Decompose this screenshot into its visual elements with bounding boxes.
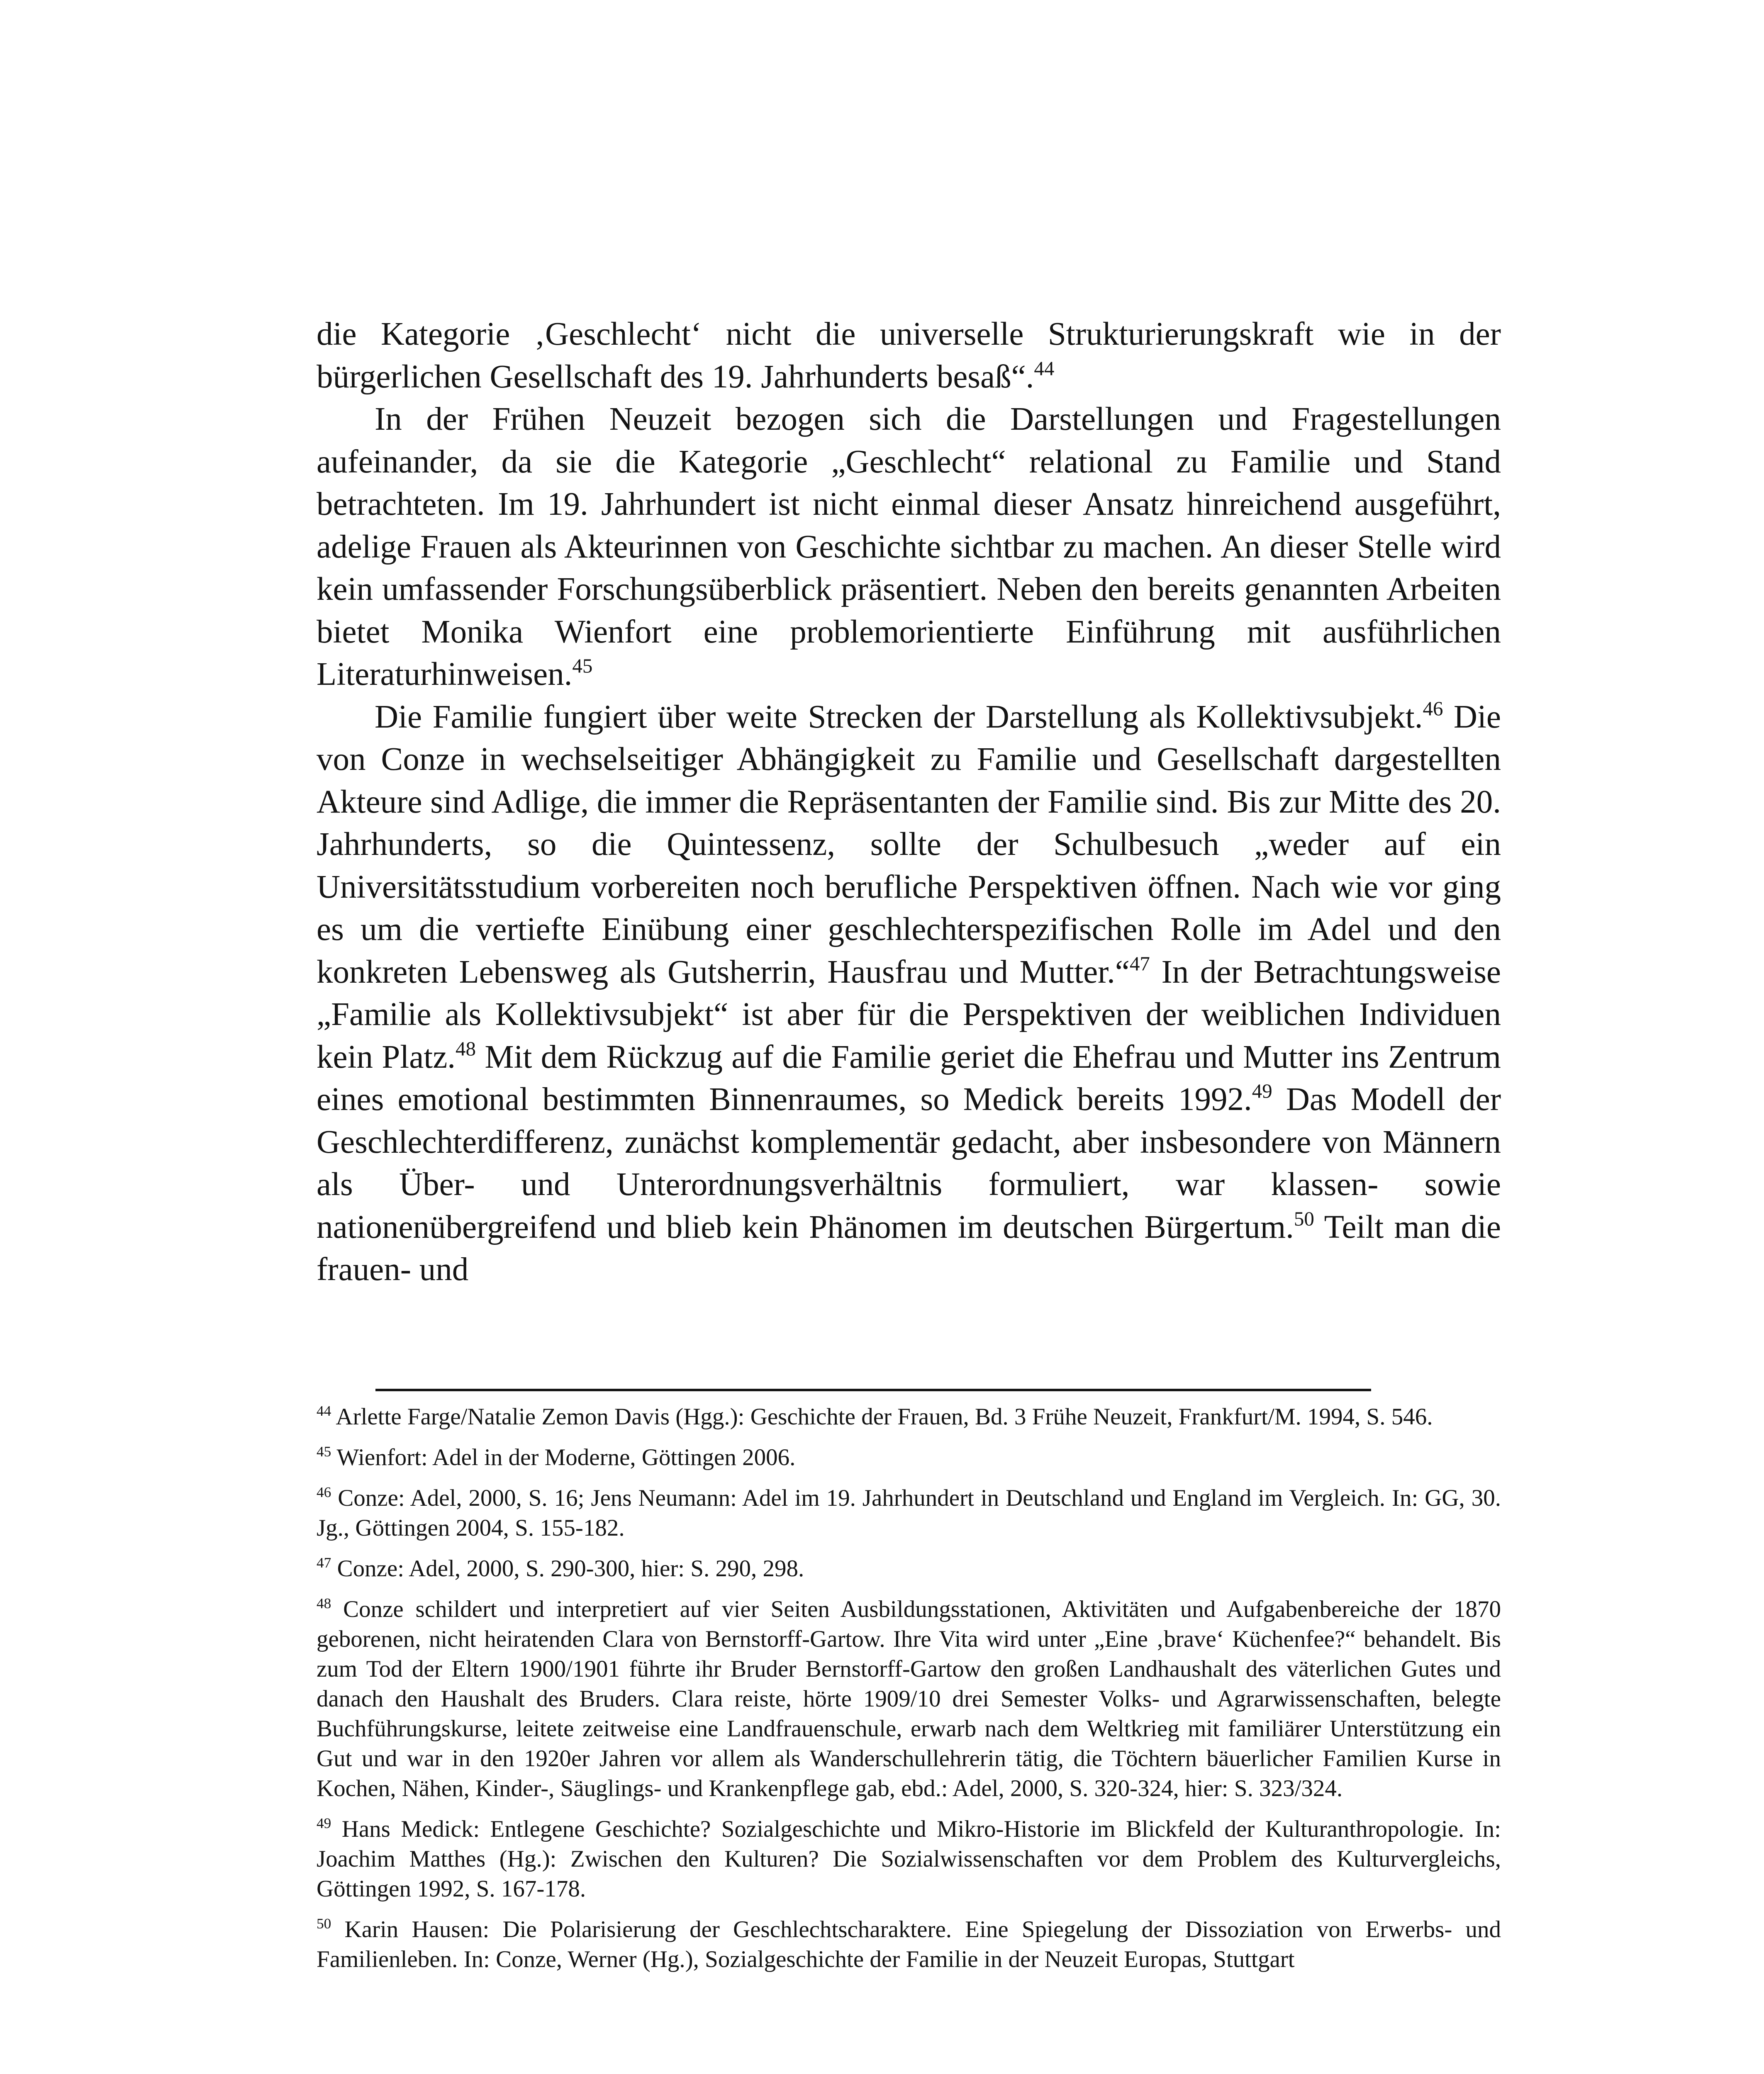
footnote-ref-45[interactable]: 45: [572, 654, 593, 677]
footnote-47: [317, 1554, 1501, 1584]
footnote-text: Hans Medick: Entlegene Geschichte? Sozialgeschichte und Mikro-Historie im Blickfeld der Kulturanthropologie. In: Joachim Matthes (Hg.): Zwischen den Kulturen? Die Sozialwissenschaften vor dem Problem des Kulturvergleichs, Göttingen 1992, S. 167-178.: [317, 1816, 1501, 1902]
footnote-number: 50: [317, 1915, 331, 1932]
footnote-text: Conze schildert und interpretiert auf vier Seiten Ausbildungsstationen, Aktivitäten und Aufgabenbereiche der 1870 geborenen, nicht heiratenden Clara von Bernstorff-Gartow. Ihre Vita wird unter „Eine ‚brave‘ Küchenfee?“ behandelt. Bis zum Tod der Eltern 1900/1901 führte ihr Bruder Bernstorff-Gartow den großen Landhaushalt des väterlichen Gutes und danach den Haushalt des Bruders. Clara reiste, hörte 1909/10 drei Semester Volks- und Agrarwissenschaften, belegte Buchführungskurse, leitete zeitweise eine Landfrauenschule, erwarb nach dem Weltkrieg mit familiärer Unterstützung ein Gut und war in den 1920er Jahren vor allem als Wanderschullehrerin tätig, die Töchtern bäuerlicher Familien Kurse in Kochen, Nähen, Kinder-, Säuglings- und Krankenpflege gab, ebd.: Adel, 2000, S. 320-324, hier: S. 323/324.: [317, 1596, 1501, 1801]
footnote-number: 46: [317, 1484, 331, 1500]
footnote-text: Wienfort: Adel in der Moderne, Göttingen 2006.: [331, 1444, 796, 1470]
paragraph-text: Das Modell der Geschlechterdifferenz, zunächst komplementär gedacht, aber insbesondere von Männern als Über- und Unterordnungsverhältnis formuliert, war klassen- sowie nationenübergreifend und blieb kein Phänomen im deutschen Bürgertum.: [317, 1081, 1501, 1245]
footnote-ref-47[interactable]: 47: [1129, 952, 1150, 975]
footnote-separator: [375, 1389, 1371, 1391]
footnote-number: 44: [317, 1402, 331, 1419]
footnote-44: [317, 1402, 1501, 1432]
footnote-46: [317, 1483, 1501, 1543]
paragraph-1: [317, 313, 1501, 398]
footnote-48: [317, 1594, 1501, 1804]
footnote-45: [317, 1443, 1501, 1473]
footnote-number: 49: [317, 1815, 331, 1831]
paragraph-text: In der Betrachtungsweise „Familie als Kollektivsubjekt“ ist aber für die Perspektiven der weiblichen Individuen kein Platz.: [317, 954, 1501, 1075]
footnote-ref-46[interactable]: 46: [1423, 697, 1443, 720]
footnote-text: Conze: Adel, 2000, S. 16; Jens Neumann: Adel im 19. Jahrhundert in Deutschland und England im Vergleich. In: GG, 30. Jg., Göttingen 2004, S. 155-182.: [317, 1485, 1501, 1541]
footnote-49: [317, 1814, 1501, 1904]
footnote-ref-44[interactable]: 44: [1034, 357, 1055, 380]
footnote-number: 45: [317, 1443, 331, 1460]
paragraph-text: die Kategorie ‚Geschlecht‘ nicht die universelle Strukturierungskraft wie in der bürgerlichen Gesellschaft des 19. Jahrhunderts besaß“.: [317, 316, 1501, 395]
footnote-text: Arlette Farge/Natalie Zemon Davis (Hgg.): Geschichte der Frauen, Bd. 3 Frühe Neuzeit, Frankfurt/M. 1994, S. 546.: [331, 1404, 1433, 1430]
paragraph-text: Die Familie fungiert über weite Strecken der Darstellung als Kollektivsubjekt.: [375, 699, 1423, 735]
paragraph-text: Mit dem Rückzug auf die Familie geriet die Ehefrau und Mutter ins Zentrum eines emotional bestimmten Binnenraumes, so Medick bereits 1992.: [317, 1039, 1501, 1117]
body-text: [317, 313, 1501, 1291]
footnote-number: 47: [317, 1554, 331, 1571]
footnote-ref-50[interactable]: 50: [1294, 1207, 1314, 1230]
paragraph-2: [317, 398, 1501, 696]
footnote-ref-48[interactable]: 48: [456, 1037, 476, 1060]
footnotes-section: [317, 1402, 1501, 1985]
footnote-50: [317, 1915, 1501, 1974]
paragraph-text: Teilt man die frauen- und: [317, 1209, 1501, 1288]
paragraph-text: Die von Conze in wechselseitiger Abhängigkeit zu Familie und Gesellschaft dargestellten Akteure sind Adlige, die immer die Repräsentanten der Familie sind. Bis zur Mitte des 20. Jahrhunderts, so die Quintessenz, sollte der Schulbesuch „weder auf ein Universitätsstudium vorbereiten noch berufliche Perspektiven öffnen. Nach wie vor ging es um die vertiefte Einübung einer geschlechterspezifischen Rolle im Adel und den konkreten Lebensweg als Gutsherrin, Hausfrau und Mutter.“: [317, 699, 1501, 990]
paragraph-3: [317, 696, 1501, 1291]
footnote-text: Conze: Adel, 2000, S. 290-300, hier: S. 290, 298.: [331, 1556, 804, 1582]
footnote-ref-49[interactable]: 49: [1252, 1079, 1272, 1103]
footnote-text: Karin Hausen: Die Polarisierung der Geschlechtscharaktere. Eine Spiegelung der Dissoziation von Erwerbs- und Familienleben. In: Conze, Werner (Hg.), Sozialgeschichte der Familie in der Neuzeit Europas, Stuttgart: [317, 1916, 1501, 1972]
footnote-number: 48: [317, 1595, 331, 1611]
paragraph-text: In der Frühen Neuzeit bezogen sich die Darstellungen und Fragestellungen aufeinander, da sie die Kategorie „Geschlecht“ relational zu Familie und Stand betrachteten. Im 19. Jahrhundert ist nicht einmal dieser Ansatz hinreichend ausgeführt, adelige Frauen als Akteurinnen von Geschichte sichtbar zu machen. An dieser Stelle wird kein umfassender Forschungsüberblick präsentiert. Neben den bereits genannten Arbeiten bietet Monika Wienfort eine problemorientierte Einführung mit ausführlichen Literaturhinweisen.: [317, 401, 1501, 692]
